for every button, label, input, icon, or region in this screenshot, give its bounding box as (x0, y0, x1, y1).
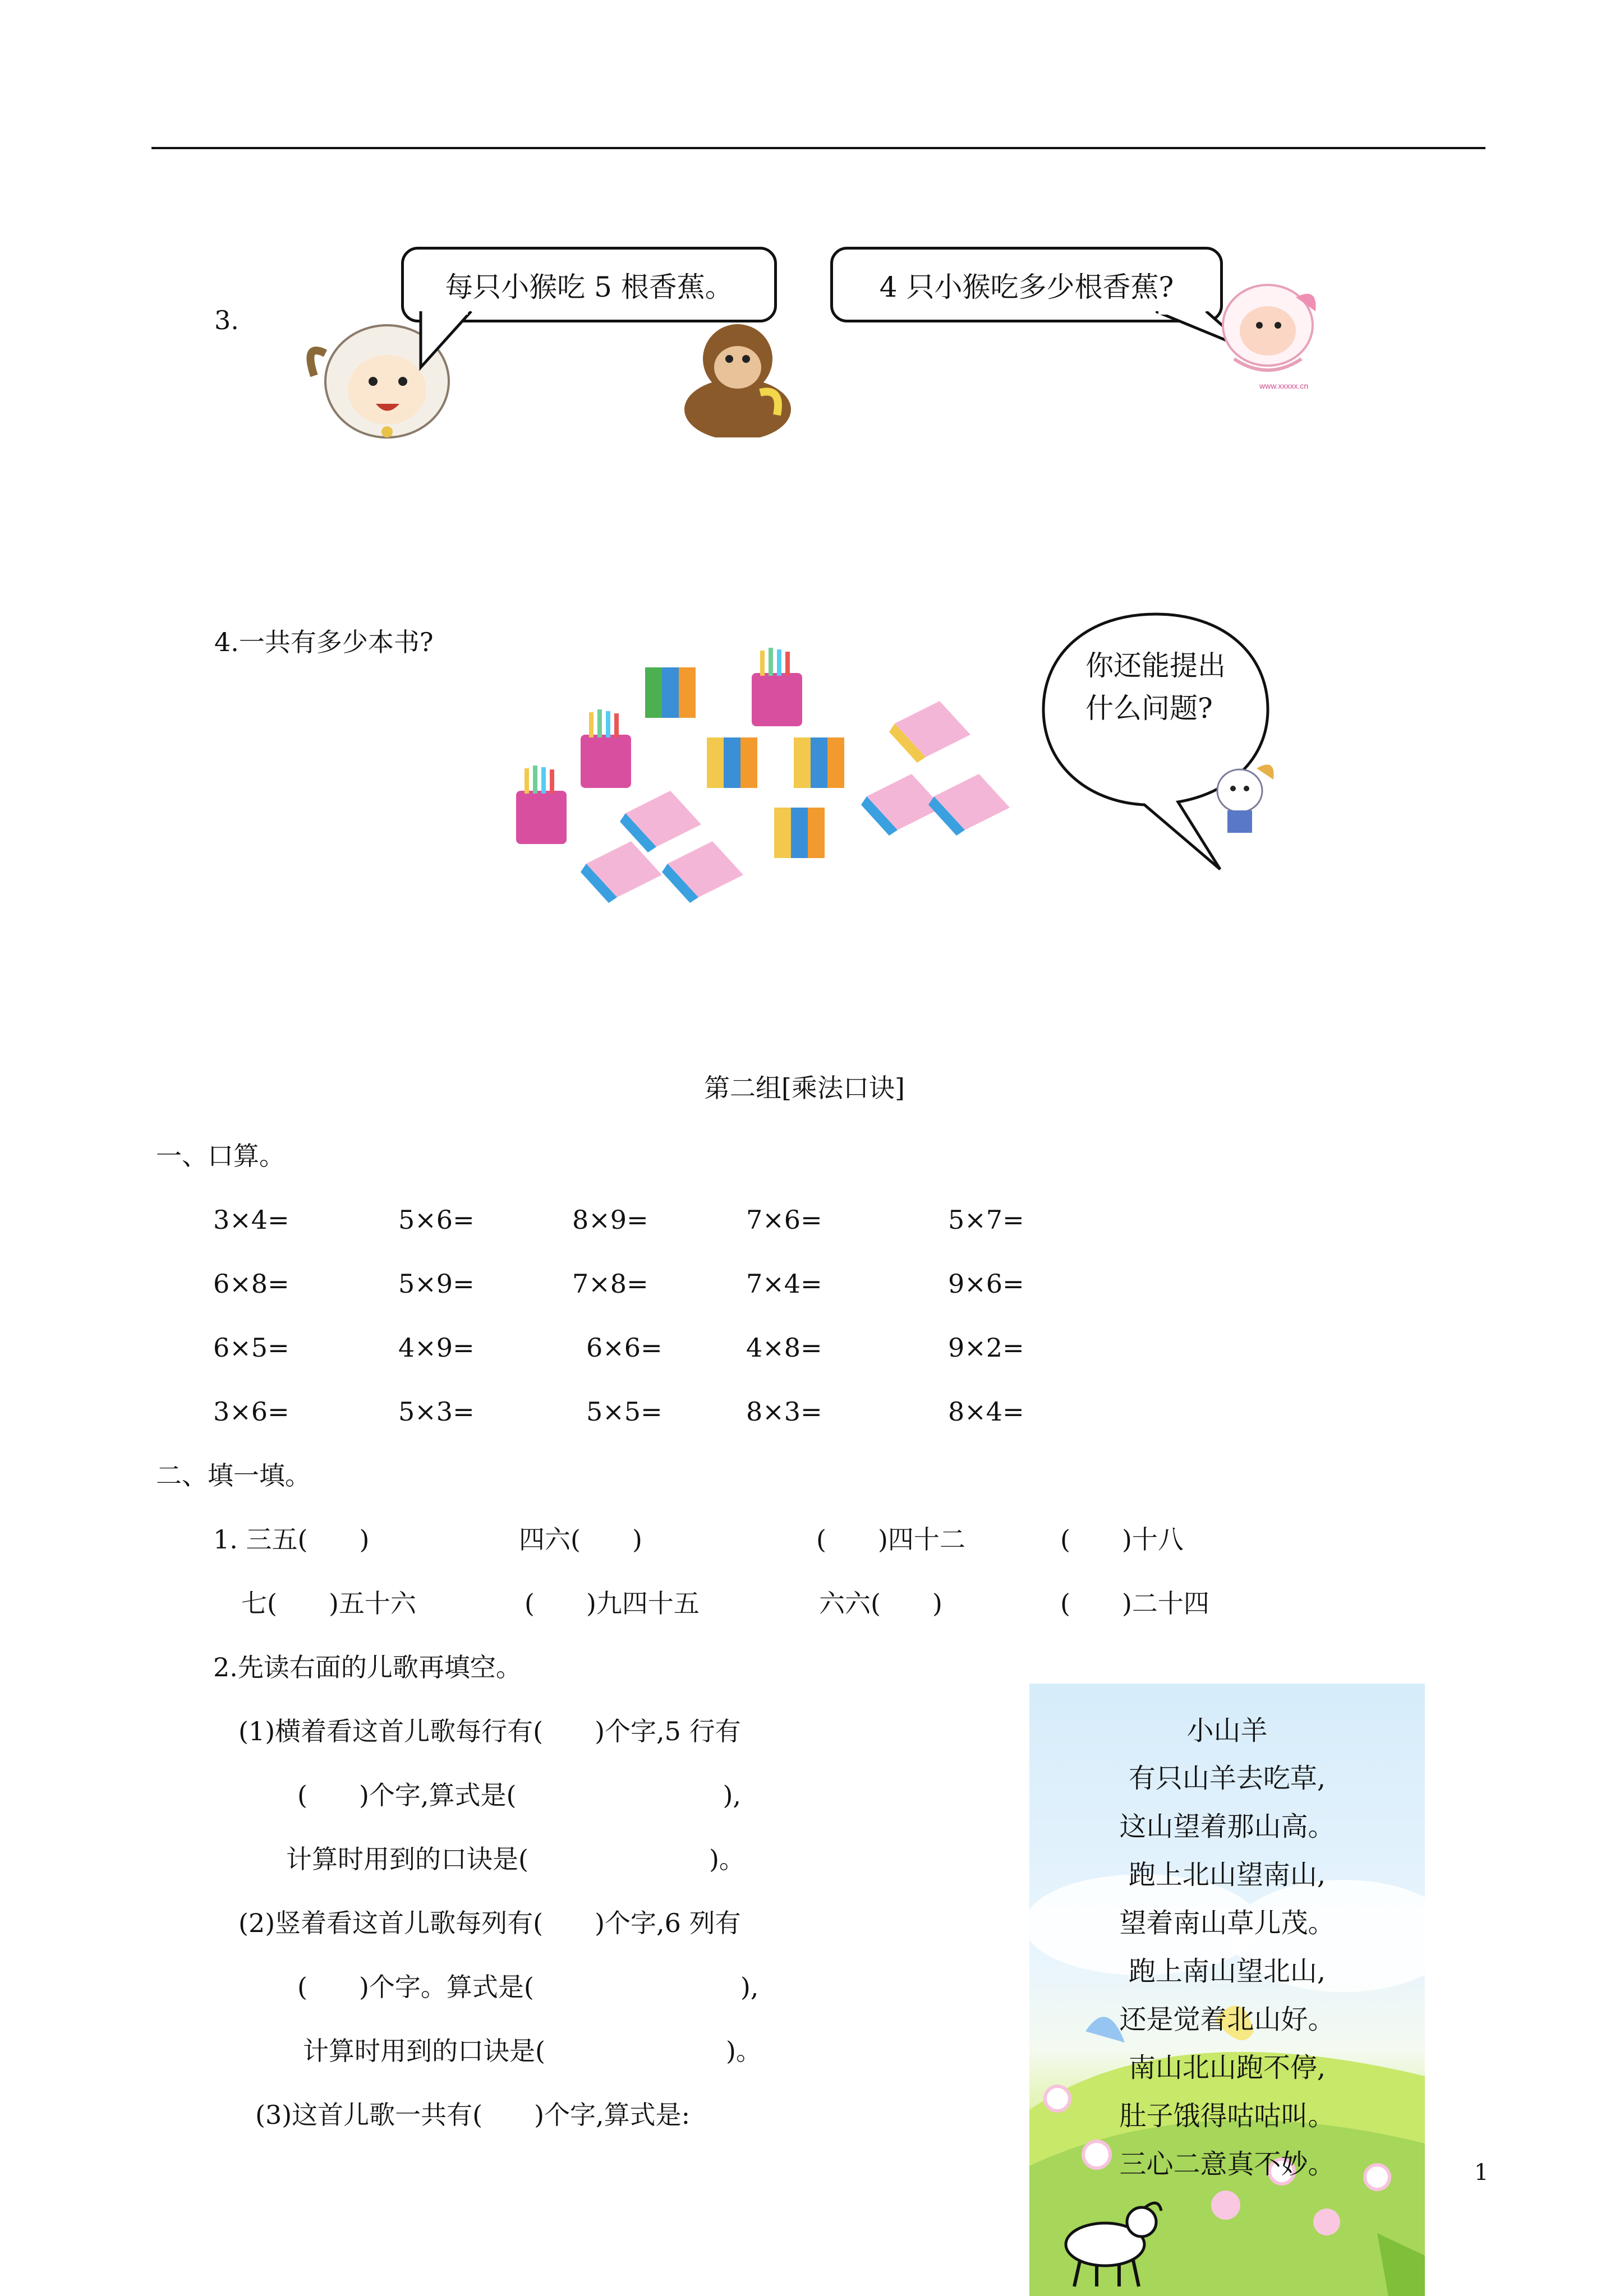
fill-blank-item: 1. 三五( ) (213, 1524, 370, 1555)
poem-line: 南山北山跑不停, (1128, 2052, 1326, 2083)
math-problem: 9×6= (948, 1269, 1024, 1299)
math-problem: 7×8= (572, 1269, 648, 1299)
poem-line: 这山望着那山高。 (1119, 1811, 1335, 1842)
fill-blank-item: 七( )五十六 (241, 1588, 416, 1619)
section1-title: 一、口算。 (156, 1141, 285, 1171)
header-rule (151, 147, 1485, 149)
q3-number: 3. (214, 305, 239, 335)
math-problem: 6×8= (213, 1269, 289, 1299)
section2-title: 二、填一填。 (156, 1460, 311, 1491)
page-number: 1 (1474, 2160, 1489, 2186)
pencil-cup-icon (516, 766, 567, 844)
pink-goat-character (1212, 264, 1329, 393)
poem-panel (1029, 1684, 1425, 2296)
part2-line1: (2)竖着看这首儿歌每列有( )个字,6 列有 (238, 1908, 741, 1938)
fill-blank-item: ( )九四十五 (525, 1588, 700, 1619)
math-problem: 8×4= (948, 1396, 1024, 1427)
poem-line: 跑上南山望北山, (1128, 1956, 1326, 1987)
image-credit: www.xxxxx.cn (1259, 381, 1309, 390)
math-problem: 9×2= (948, 1333, 1024, 1363)
fill-blank-item: 六六( ) (819, 1588, 942, 1619)
math-problem: 5×5= (586, 1396, 663, 1427)
notebook-icon (889, 701, 970, 763)
thought-bubble-line1: 你还能提出 (1085, 649, 1226, 682)
math-problem: 8×3= (746, 1396, 822, 1427)
q4-label: 4.一共有多少本书? (214, 627, 434, 657)
speech-bubble-left-tail (415, 311, 482, 373)
part2-line2: ( )个字。算式是( ), (297, 1972, 759, 2002)
monkey-icon (676, 320, 799, 437)
notebook-icon (928, 774, 1010, 836)
notebook-icon (662, 841, 743, 903)
poem-line: 还是觉着北山好。 (1119, 2004, 1335, 2035)
math-problem: 7×4= (746, 1269, 822, 1299)
q2-title: 2.先读右面的儿歌再填空。 (213, 1652, 522, 1682)
math-problem: 4×9= (398, 1333, 475, 1363)
pencil-cup-icon (752, 648, 802, 726)
math-problem: 5×3= (398, 1396, 475, 1427)
school-supplies-illustration (508, 628, 1041, 925)
math-problem: 5×6= (398, 1205, 475, 1235)
poem-title: 小山羊 (1186, 1715, 1268, 1746)
part2-line3: 计算时用到的口诀是( )。 (303, 2036, 762, 2066)
fill-blank-item: ( )二十四 (1060, 1588, 1209, 1619)
fill-blank-item: ( )四十二 (816, 1524, 965, 1555)
poem-line: 三心二意真不妙。 (1119, 2149, 1335, 2180)
small-goat-character (1206, 751, 1285, 841)
math-problem: 6×5= (213, 1333, 289, 1363)
book-stack-icon (794, 737, 844, 788)
fill-blank-item: 四六( ) (519, 1524, 642, 1555)
math-problem: 7×6= (746, 1205, 822, 1235)
math-problem: 5×7= (948, 1205, 1024, 1235)
book-stack-icon (707, 737, 757, 788)
group-title: 第二组[乘法口诀] (704, 1073, 905, 1103)
pencil-cup-icon (581, 709, 631, 788)
poem-line: 有只山羊去吃草, (1128, 1763, 1326, 1794)
math-problem: 5×9= (398, 1269, 475, 1299)
math-problem: 3×4= (213, 1205, 289, 1235)
math-problem: 3×6= (213, 1396, 289, 1427)
goat-icon (1052, 2194, 1164, 2289)
part1-line1: (1)横着看这首儿歌每行有( )个字,5 行有 (238, 1716, 741, 1746)
math-problem: 4×8= (746, 1333, 822, 1363)
poem-line: 望着南山草儿茂。 (1119, 1907, 1335, 1939)
book-stack-icon (774, 808, 825, 858)
poem-line: 肚子饿得咕咕叫。 (1119, 2100, 1335, 2132)
speech-bubble-right-text: 4 只小猴吃多少根香蕉? (879, 270, 1174, 303)
part1-line2: ( )个字,算式是( ), (297, 1780, 742, 1810)
part3-line1: (3)这首儿歌一共有( )个字,算式是: (255, 2100, 691, 2130)
math-problem: 6×6= (586, 1333, 663, 1363)
thought-bubble-line2: 什么问题? (1085, 692, 1213, 725)
part1-line3: 计算时用到的口诀是( )。 (286, 1844, 745, 1874)
poem-line: 跑上北山望南山, (1128, 1859, 1326, 1891)
math-problem: 8×9= (572, 1205, 648, 1235)
book-stack-icon (645, 667, 696, 718)
fill-blank-item: ( )十八 (1060, 1524, 1184, 1555)
speech-bubble-left-text: 每只小猴吃 5 根香蕉。 (445, 270, 733, 303)
